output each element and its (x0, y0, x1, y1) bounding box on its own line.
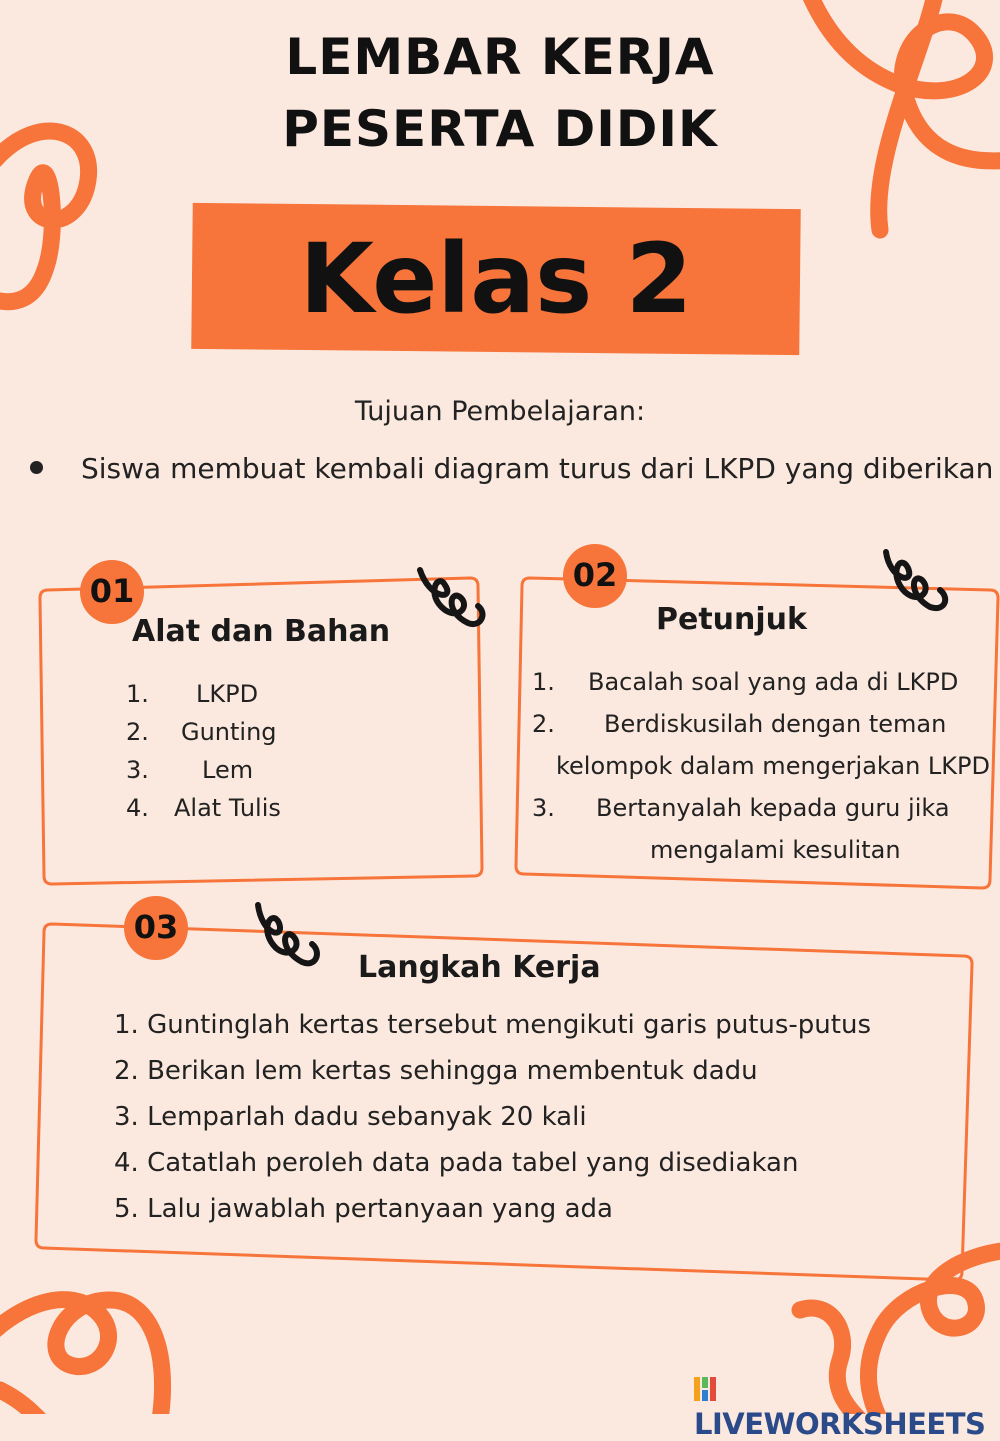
item-text: Lem (202, 756, 254, 784)
list-item (114, 1056, 914, 1102)
page-title-line2: PESERTA DIDIK (282, 100, 718, 158)
swirl-bottom-left-2 (0, 1390, 40, 1414)
list-item-continuation (530, 752, 990, 794)
liveworksheets-icon (694, 1377, 716, 1401)
item-number: 2. (532, 710, 555, 738)
item-text: Bacalah soal yang ada di LKPD (588, 668, 959, 696)
item-text: Berikan lem kertas sehingga membentuk dadu (147, 1056, 758, 1086)
learning-goal-text: Siswa membuat kembali diagram turus dari LKPD yang diberikan (81, 452, 994, 485)
liveworksheets-brand: LIVEWORKSHEETS (694, 1407, 986, 1441)
item-number: 1. (532, 668, 555, 696)
item-text: Bertanyalah kepada guru jika (596, 794, 950, 822)
section-title-petunjuk: Petunjuk (656, 602, 807, 637)
section-number-03: 03 (124, 896, 188, 960)
petunjuk-list (530, 668, 990, 878)
learning-goal-heading: Tujuan Pembelajaran: (354, 396, 646, 427)
item-number: 2. (126, 718, 149, 746)
list-item (114, 1194, 914, 1240)
item-number: 1. (114, 1010, 139, 1040)
class-banner: Kelas 2 (299, 223, 693, 335)
list-item (114, 1102, 914, 1148)
bullet-icon (30, 461, 43, 474)
section-number-02: 02 (563, 544, 627, 608)
section-number-01: 01 (80, 560, 144, 624)
item-number: 4. (126, 794, 149, 822)
item-text: Catatlah peroleh data pada tabel yang disediakan (147, 1148, 799, 1178)
item-number: 3. (114, 1102, 139, 1132)
langkah-list (114, 1010, 914, 1240)
section-title-langkah: Langkah Kerja (358, 950, 601, 985)
item-text: Alat Tulis (174, 794, 281, 822)
curl-doodle-2 (886, 552, 945, 608)
item-number: 1. (126, 680, 149, 708)
item-number: 3. (532, 794, 555, 822)
learning-goal-item (30, 452, 994, 485)
item-text: Lemparlah dadu sebanyak 20 kali (147, 1102, 587, 1132)
item-text-cont: kelompok dalam mengerjakan LKPD (556, 752, 990, 780)
item-number: 3. (126, 756, 149, 784)
item-number: 5. (114, 1194, 139, 1224)
item-text: LKPD (196, 680, 259, 708)
list-item (530, 668, 990, 710)
list-item (530, 710, 990, 752)
item-text: Guntinglah kertas tersebut mengikuti garis putus-putus (147, 1010, 871, 1040)
list-item (114, 1148, 914, 1194)
item-text: Gunting (181, 718, 277, 746)
page-title-line1: LEMBAR KERJA (285, 28, 715, 86)
item-text: Lalu jawablah pertanyaan yang ada (147, 1194, 613, 1224)
list-item (114, 1010, 914, 1056)
item-number: 2. (114, 1056, 139, 1086)
liveworksheets-logo[interactable] (694, 1373, 1000, 1441)
item-text: Berdiskusilah dengan teman (604, 710, 947, 738)
section-title-alat: Alat dan Bahan (132, 614, 391, 649)
list-item-continuation (530, 836, 990, 878)
item-text-cont: mengalami kesulitan (650, 836, 901, 864)
item-number: 4. (114, 1148, 139, 1178)
list-item (530, 794, 990, 836)
